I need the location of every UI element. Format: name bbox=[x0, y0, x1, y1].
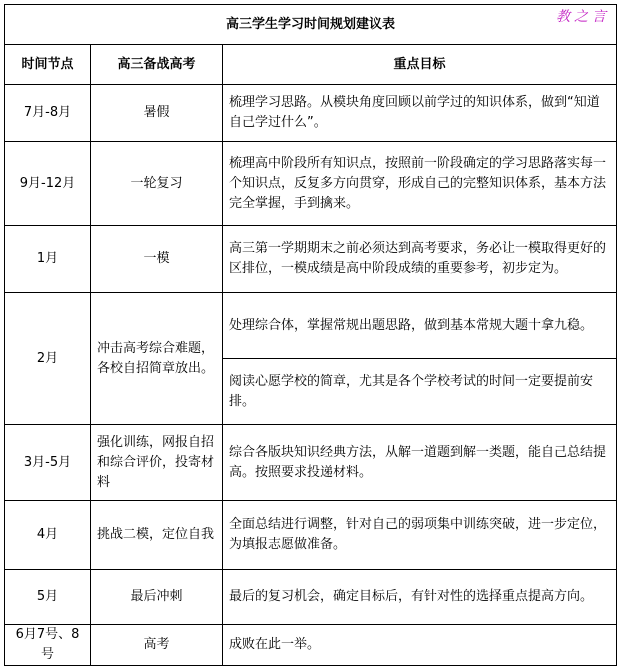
goal-cell: 高三第一学期期末之前必须达到高考要求，务必让一模取得更好的区排位，一模成绩是高中阶段成绩的重要参考，初步定为。 bbox=[223, 226, 617, 293]
stage-cell: 暑假 bbox=[91, 85, 223, 142]
goal-cell: 成败在此一举。 bbox=[223, 625, 617, 666]
table-row bbox=[5, 625, 617, 666]
goal-cell: 阅读心愿学校的简章，尤其是各个学校考试的时间一定要提前安排。 bbox=[223, 359, 617, 425]
time-cell: 3月-5月 bbox=[5, 425, 91, 501]
goal-cell: 最后的复习机会，确定目标后，有针对性的选择重点提高方向。 bbox=[223, 570, 617, 625]
watermark-logo: 教之言 bbox=[556, 9, 610, 25]
goal-cell: 梳理学习思路。从模块角度回顾以前学过的知识体系，做到“知道自己学过什么”。 bbox=[223, 85, 617, 142]
stage-cell: 挑战二模，定位自我 bbox=[91, 501, 223, 570]
time-cell: 4月 bbox=[5, 501, 91, 570]
stage-cell: 最后冲刺 bbox=[91, 570, 223, 625]
goal-cell: 梳理高中阶段所有知识点，按照前一阶段确定的学习思路落实每一个知识点，反复多方向贯穿，形成自己的完整知识体系，基本方法完全掌握，手到擒来。 bbox=[223, 142, 617, 226]
stage-cell: 一模 bbox=[91, 226, 223, 293]
table-row bbox=[5, 293, 617, 359]
time-cell: 9月-12月 bbox=[5, 142, 91, 226]
stage-cell: 高考 bbox=[91, 625, 223, 666]
time-cell: 5月 bbox=[5, 570, 91, 625]
table-title: 高三学生学习时间规划建议表 bbox=[5, 5, 617, 45]
header-time: 时间节点 bbox=[5, 45, 91, 85]
table-row bbox=[5, 142, 617, 226]
table-row bbox=[5, 226, 617, 293]
table-row bbox=[5, 425, 617, 501]
time-cell: 7月-8月 bbox=[5, 85, 91, 142]
time-cell: 6月7号、8号 bbox=[5, 625, 91, 666]
goal-cell: 全面总结进行调整，针对自己的弱项集中训练突破，进一步定位，为填报志愿做准备。 bbox=[223, 501, 617, 570]
goal-cell: 处理综合体，掌握常规出题思路，做到基本常规大题十拿九稳。 bbox=[223, 293, 617, 359]
time-cell: 2月 bbox=[5, 293, 91, 425]
table-row bbox=[5, 85, 617, 142]
time-cell: 1月 bbox=[5, 226, 91, 293]
table-row bbox=[5, 501, 617, 570]
stage-cell: 冲击高考综合难题，各校自招简章放出。 bbox=[91, 293, 223, 425]
stage-cell: 一轮复习 bbox=[91, 142, 223, 226]
goal-cell: 综合各版块知识经典方法，从解一道题到解一类题，能自己总结提高。按照要求投递材料。 bbox=[223, 425, 617, 501]
stage-cell: 强化训练，网报自招和综合评价，投寄材料 bbox=[91, 425, 223, 501]
header-goal: 重点目标 bbox=[223, 45, 617, 85]
header-stage: 高三备战高考 bbox=[91, 45, 223, 85]
table-row bbox=[5, 570, 617, 625]
study-plan-table bbox=[4, 4, 617, 666]
